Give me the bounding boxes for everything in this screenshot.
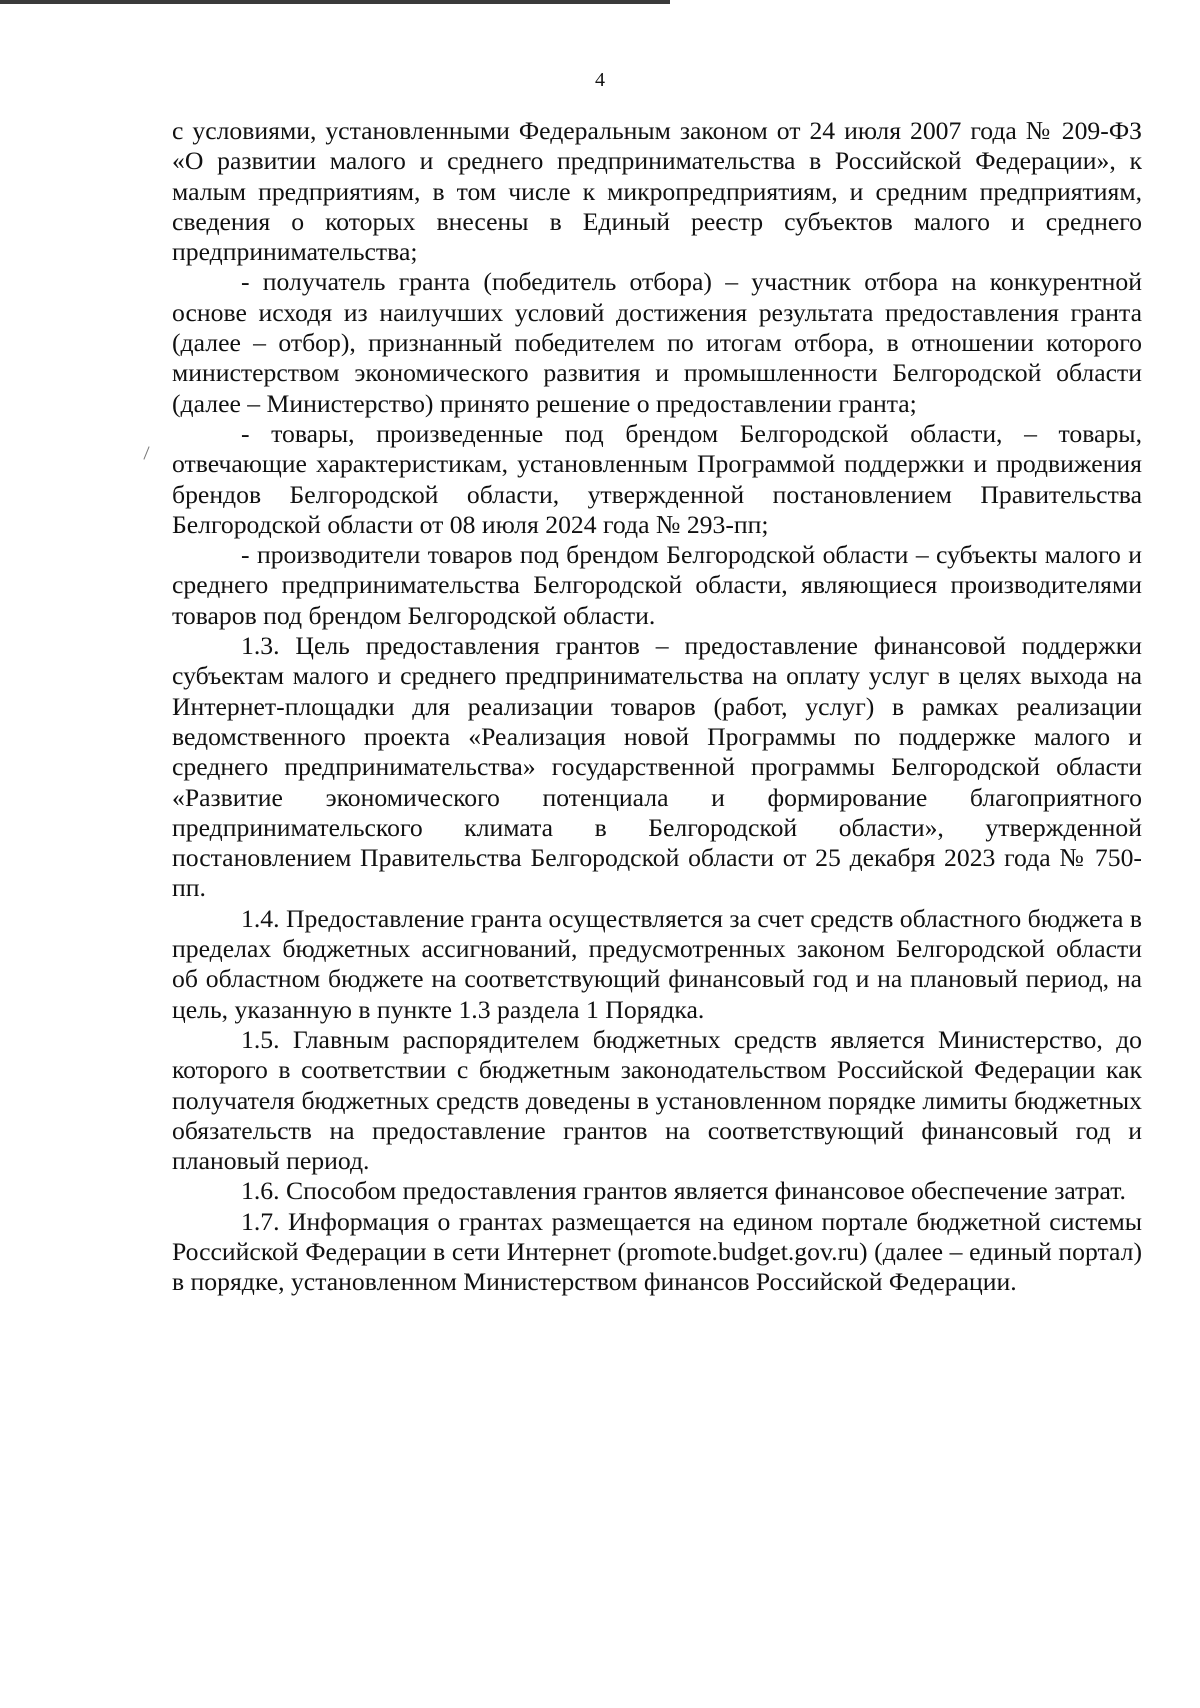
paragraph-1-6: 1.6. Способом предоставления грантов является финансовое обеспечение затрат. <box>241 1176 1126 1206</box>
paragraph-1-7: 1.7. Информация о грантах размещается на едином портале бюджетной системы Российской Федерации в сети Интернет (promote.budget.gov.ru) (далее – единый портал) в порядке, установленном Министерством финансов Российской Федерации. <box>172 1206 1142 1297</box>
paragraph-continuation: с условиями, установленными Федеральным законом от 24 июля 2007 года № 209-ФЗ «О развитии малого и среднего предпринимательства в Российской Федерации», к малым предприятиям, в том числе к микропредприятиям, и средним предприятиям, сведения о которых внесены в Единый реестр субъектов малого и среднего предпринимательства; <box>172 116 1142 267</box>
scan-mark <box>143 446 149 459</box>
paragraph-producers: - производители товаров под брендом Белгородской области – субъекты малого и среднего предпринимательства Белгородской области, являющиеся производителями товаров под брендом Белгородской области. <box>172 540 1142 630</box>
paragraph-branded-goods: - товары, произведенные под брендом Белгородской области, – товары, отвечающие характеристикам, установленным Программой поддержки и продвижения брендов Белгородской области, утвержденной постановлением Правительства Белгородской области от 08 июля 2024 года № 293-пп; <box>172 418 1142 539</box>
top-rule <box>0 0 670 4</box>
paragraph-1-5: 1.5. Главным распорядителем бюджетных средств является Министерство, до которого в соответствии с бюджетным законодательством Российской Федерации как получателя бюджетных средств доведены в установленном порядке лимиты бюджетных обязательств на предоставление грантов на соответствующий финансовый год и плановый период. <box>172 1024 1142 1176</box>
paragraph-grant-recipient: - получатель гранта (победитель отбора) – участник отбора на конкурентной основе исходя из наилучших условий достижения результата предоставления гранта (далее – отбор), признанный победителем по итогам отбора, в отношении которого министерством экономического развития и промышленности Белгородской области (далее – Министерство) принято решение о предоставлении гранта; <box>172 267 1142 418</box>
paragraph-1-3: 1.3. Цель предоставления грантов – предоставление финансовой поддержки субъектам малого и среднего предпринимательства на оплату услуг в целях выхода на Интернет-площадки для реализации товаров (работ, услуг) в рамках реализации ведомственного проекта «Реализация новой Программы по поддержке малого и среднего предпринимательства» государственной программы Белгородской области «Развитие экономического потенциала и формирование благоприятного предпринимательского климата в Белгородской области», утвержденной постановлением Правительства Белгородской области от 25 декабря 2023 года № 750-пп. <box>172 631 1142 903</box>
paragraph-1-4: 1.4. Предоставление гранта осуществляется за счет средств областного бюджета в пределах бюджетных ассигнований, предусмотренных законом Белгородской области об областном бюджете на соответствующий финансовый год и на плановый период, на цель, указанную в пункте 1.3 раздела 1 Порядка. <box>172 903 1142 1024</box>
page-number: 4 <box>595 69 605 91</box>
document-body <box>172 116 1142 1298</box>
